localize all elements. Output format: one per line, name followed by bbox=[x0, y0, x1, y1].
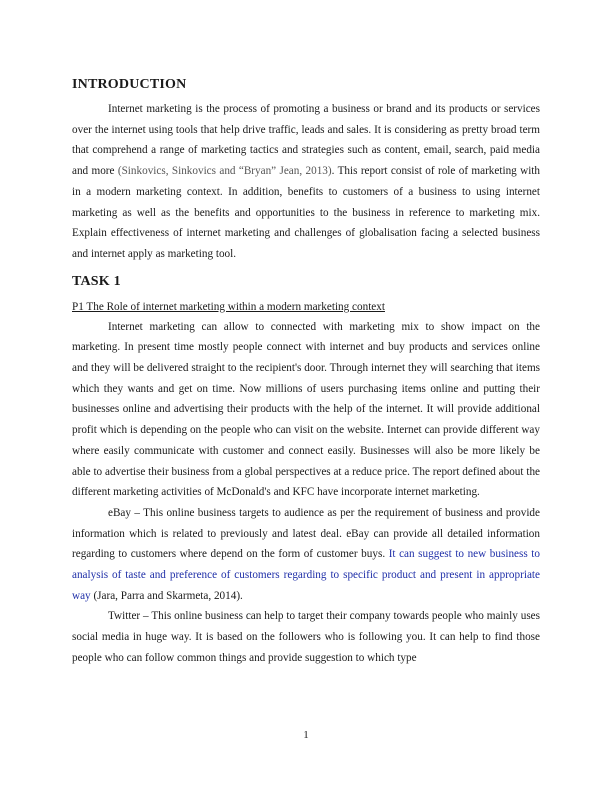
ebay-text: eBay – This online business targets to audience as per the requirement of business and provide information which is related to previously and latest deal. eBay can provide all detailed information regarding to customers where depend on the form of customer buys. bbox=[72, 506, 540, 561]
ebay-paragraph bbox=[72, 503, 540, 607]
task-1-paragraph-1: Internet marketing can allow to connected with marketing mix to show impact on the marketing. In present time mostly people connect with internet and buy products and services online and they will be delivered straight to the recipient's door. Through internet they will searching that items which they wants and get on time. Now millions of users purchasing items online and putting their businesses online and advertising their products with the help of the internet. It will provide additional profit which is depending on the people who can visit on the website. Internet can provide different way where easily communicate with customer and connect easily. Businesses will also be more likely be able to advertise their business from a global perspectives at a reduce price. The report defined about the different marketing activities of McDonald's and KFC have incorporate internet marketing. bbox=[72, 320, 540, 499]
document-page bbox=[72, 76, 540, 669]
twitter-paragraph: Twitter – This online business can help to target their company towards people who mainly uses social media in huge way. It is based on the followers who is following you. It can help to find those people who can follow common things and provide suggestion to which type bbox=[72, 610, 540, 664]
task-1-heading: TASK 1 bbox=[72, 273, 121, 289]
introduction-paragraph bbox=[72, 99, 540, 265]
introduction-heading: INTRODUCTION bbox=[72, 77, 187, 92]
intro-text-part-2: . This report consist of role of marketing with in a modern marketing context. In addition, benefits to customers of a business to using internet marketing as well as the benefits and opportunities to the business in reference to marketing mix. Explain effectiveness of internet marketing and challenges of globalisation facing a selected business and internet apply as marketing tool. bbox=[72, 165, 541, 260]
intro-text-part-1: Internet marketing is the process of promoting a business or brand and its products or services over the internet using tools that help drive traffic, leads and sales. It is considering as pretty broad term that comprehend a range of marketing tactics and strategies such as content, email, search, paid media and more bbox=[72, 103, 540, 178]
ebay-citation: (Jara, Parra and Skarmeta, 2014). bbox=[90, 589, 243, 602]
intro-citation: (Sinkovics, Sinkovics and “Bryan” Jean, 2013) bbox=[117, 165, 332, 178]
ebay-highlighted-text: It can suggest to new business to analysis of taste and preference of customers regarding to specific product and present in appropriate way bbox=[72, 548, 540, 602]
page-number: 1 bbox=[303, 729, 309, 741]
p1-subheading: P1 The Role of internet marketing within a modern marketing context bbox=[72, 300, 385, 313]
